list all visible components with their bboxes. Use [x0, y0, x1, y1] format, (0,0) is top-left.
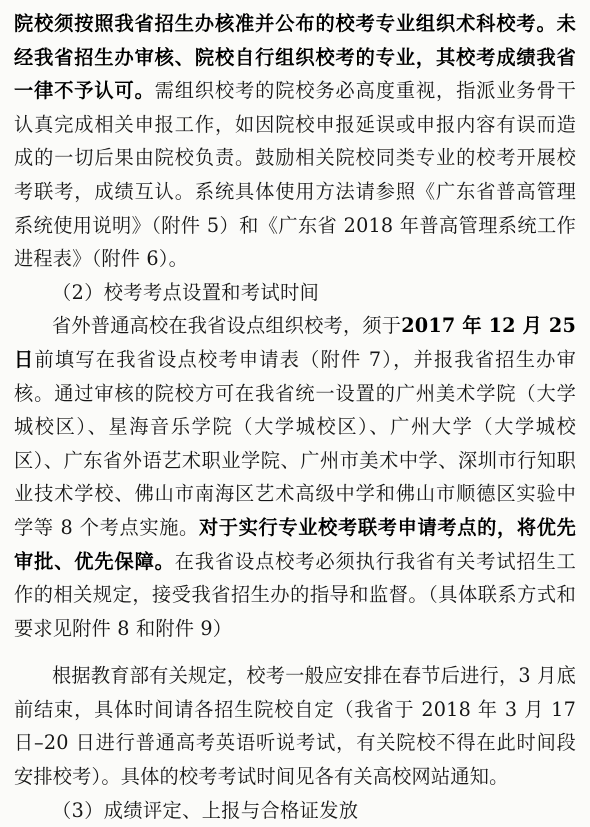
- paragraph-exam-sites-part3: 在我省设点校考必须执行我省有关考试招生工作的相关规定，接受我省招生办的指导和监督。（具体联系方式和要求见附件 8 和附件 9）: [14, 549, 576, 640]
- paragraph-exam-time: 根据教育部有关规定，校考一般应安排在春节后进行，3 月底前结束，具体时间请各招生院校自定（我省于 2018 年 3 月 17 日–20 日进行普通高考英语听说考试，有关院校不得在此时间段安排校考）。具体的校考考试时间见各有关高校网站通知。: [14, 664, 576, 789]
- deadline-date: 2017 年 12 月 25 日: [14, 314, 576, 371]
- section-heading-exam-sites: （2）校考考点设置和考试时间: [52, 280, 320, 304]
- paragraph-exam-sites-part2: 前填写在我省设点校考申请表（附件 7），并报我省招生办审核。通过审核的院校方可在我省统一设置的广州美术学院（大学城校区）、星海音乐学院（大学城校区）、广州大学（大学城校区）、广东省外语艺术职业学院、广州市美术中学、深圳市行知职业技术学校、佛山市南海区艺术高级中学和佛山市顺德区实验中学等 8 个考点实施。: [14, 347, 577, 539]
- paragraph-exam-sites-part1: 省外普通高校在我省设点组织校考，须于: [52, 314, 402, 338]
- paragraph-application-rules: [14, 7, 576, 276]
- paragraph-body-text: 需组织校考的院校务必高度重视，指派业务骨干认真完成相关申报工作，如因院校申报延误或申报内容有误而造成的一切后果由院校负责。鼓励相关院校同类专业的校考开展校考联考，成绩互认。系统具体使用方法请参照《广东省普高管理系统使用说明》（附件 5）和《广东省 2018 年普高管理系统工作进程表》（附件 6）。: [14, 79, 577, 271]
- section-heading-score-evaluation: （3）成绩评定、上报与合格证发放: [52, 798, 359, 822]
- paragraph-exam-sites: [14, 309, 576, 645]
- bold-lead-text: 院校须按照我省招生办核准并公布的校考专业组织术科校考。未经我省招生办审核、院校自行组织校考的专业，其校考成绩我省一律不予认可。: [14, 12, 576, 103]
- priority-approval-text: 对于实行专业校考联考申请考点的，将优先审批、优先保障。: [14, 515, 576, 573]
